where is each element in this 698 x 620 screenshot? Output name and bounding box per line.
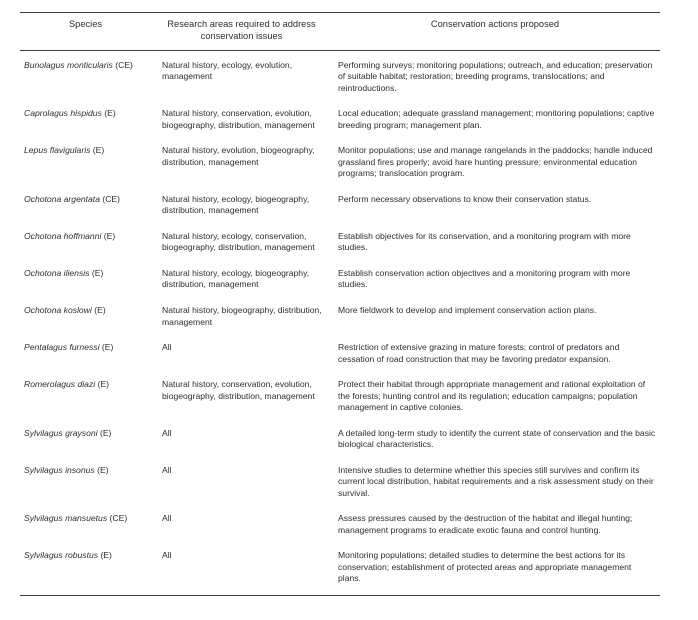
- cell-species: [20, 335, 153, 372]
- cell-conservation-actions: Perform necessary observations to know their conservation status.: [338, 193, 592, 204]
- cell-conservation-actions: Protect their habitat through appropriate management and rational exploitation of the forests; hunting control and its regulation; education campaigns; population management in captive colonies.: [338, 379, 646, 413]
- table-row: [20, 335, 660, 372]
- cell-research-areas: All: [162, 342, 172, 353]
- table-row: [20, 506, 660, 543]
- species-status-badge: (E): [99, 427, 112, 438]
- species-status-badge: (E): [100, 550, 112, 561]
- table-row: [20, 372, 660, 421]
- species-status-badge: (E): [103, 230, 116, 241]
- table-row: [20, 101, 660, 138]
- table-row: [20, 187, 660, 224]
- table-row: [20, 421, 660, 458]
- cell-conservation-actions: A detailed long-term study to identify the current state of conservation and the basic biological characteristics.: [338, 427, 656, 450]
- cell-species: [20, 261, 153, 298]
- cell-species: [20, 138, 153, 187]
- cell-species: [20, 421, 153, 458]
- species-scientific-name: Ochotona argentata: [24, 193, 100, 204]
- cell-species: [20, 506, 153, 543]
- species-scientific-name: Sylvilagus insonus: [24, 464, 95, 475]
- cell-species: [20, 543, 153, 595]
- cell-conservation-actions: Monitoring populations; detailed studies to determine the best actions for its conservation; establishment of protected areas and appropriate management plans.: [330, 543, 660, 595]
- cell-research-areas: All: [162, 513, 172, 524]
- cell-research-areas: Natural history, biogeography, distribution, management: [162, 305, 322, 327]
- cell-species: [20, 458, 153, 507]
- species-scientific-name: Ochotona koslowi: [24, 305, 92, 315]
- species-scientific-name: Ochotona hoffmanni: [24, 230, 102, 241]
- cell-species: [20, 50, 153, 101]
- cell-research-areas: Natural history, evolution, biogeography, distribution, management: [162, 145, 315, 167]
- species-scientific-name: Caprolagus hispidus: [24, 108, 102, 119]
- column-header-research-areas: Research areas required to address conservation issues: [153, 13, 330, 51]
- species-status-badge: (E): [91, 267, 104, 278]
- cell-research-areas: Natural history, conservation, evolution, biogeography, distribution, management: [162, 108, 315, 130]
- table-header: [20, 13, 660, 51]
- cell-conservation-actions: Establish conservation action objectives and a monitoring program with more studies.: [338, 267, 631, 290]
- cell-conservation-actions: Assess pressures caused by the destruction of the habitat and illegal hunting; management programs to eradicate exotic fauna and control hunting.: [338, 513, 633, 535]
- conservation-table-container: [20, 12, 660, 596]
- cell-species: [20, 298, 153, 335]
- species-scientific-name: Lepus flavigularis: [24, 145, 91, 156]
- cell-research-areas: All: [162, 464, 172, 475]
- table-row: [20, 458, 660, 507]
- cell-species: [20, 372, 153, 421]
- table-body: [20, 50, 660, 595]
- species-scientific-name: Pentalagus furnessi: [24, 342, 100, 353]
- species-status-badge: (CE): [102, 193, 121, 204]
- table-row: [20, 224, 660, 261]
- cell-research-areas: Natural history, ecology, conservation, biogeography, distribution, management: [162, 230, 315, 253]
- table-row: [20, 543, 660, 595]
- cell-conservation-actions: Performing surveys; monitoring populations; outreach, and education; preservation of suitable habitat; restoration; breeding programs, translocations; and reintroductions.: [338, 59, 653, 93]
- species-scientific-name: Bunolagus monticularis: [24, 59, 113, 70]
- species-scientific-name: Ochotona iliensis: [24, 267, 90, 278]
- table-row: [20, 261, 660, 298]
- cell-conservation-actions: Restriction of extensive grazing in mature forests; control of predators and cessation of road construction that may be favoring predator expansion.: [338, 342, 620, 364]
- species-scientific-name: Sylvilagus mansuetus: [24, 513, 108, 524]
- table-row: [20, 298, 660, 335]
- cell-research-areas: Natural history, conservation, evolution, biogeography, distribution, management: [162, 379, 315, 401]
- cell-conservation-actions: Monitor populations; use and manage rangelands in the paddocks; handle induced grassland fires properly; avoid hare hunting pressure; environmental education programs; translocation program.: [338, 145, 653, 179]
- column-header-conservation-actions: Conservation actions proposed: [330, 13, 660, 51]
- cell-species: [20, 224, 153, 261]
- species-status-badge: (E): [101, 342, 114, 353]
- cell-conservation-actions: Local education; adequate grassland management; monitoring populations; captive breeding program; management plan.: [338, 108, 655, 130]
- table-header-row: [20, 13, 660, 51]
- cell-species: [20, 187, 153, 224]
- cell-conservation-actions: More fieldwork to develop and implement conservation action plans.: [338, 305, 597, 315]
- species-status-badge: (CE): [115, 59, 133, 70]
- species-status-badge: (E): [97, 379, 110, 390]
- species-status-badge: (CE): [109, 513, 128, 524]
- cell-research-areas: Natural history, ecology, evolution, management: [162, 59, 293, 82]
- cell-research-areas: Natural history, ecology, biogeography, distribution, management: [162, 193, 310, 216]
- species-scientific-name: Romerolagus diazi: [24, 379, 96, 390]
- cell-research-areas: Natural history, ecology, biogeography, distribution, management: [162, 267, 310, 290]
- cell-research-areas: All: [162, 427, 172, 438]
- conservation-table: [20, 12, 660, 596]
- table-row: [20, 50, 660, 101]
- species-scientific-name: Sylvilagus robustus: [24, 550, 99, 561]
- species-status-badge: (E): [97, 464, 109, 475]
- cell-conservation-actions: Establish objectives for its conservation, and a monitoring program with more studies.: [338, 230, 631, 253]
- species-scientific-name: Sylvilagus graysoni: [24, 427, 98, 438]
- species-status-badge: (E): [94, 305, 106, 315]
- species-status-badge: (E): [104, 108, 116, 119]
- column-header-species: Species: [20, 13, 153, 51]
- cell-species: [20, 101, 153, 138]
- cell-research-areas: All: [153, 543, 330, 595]
- cell-conservation-actions: Intensive studies to determine whether this species still survives and confirm its current local distribution, habitat requirements and a risk assessment study on their survival.: [338, 464, 654, 498]
- species-status-badge: (E): [92, 145, 105, 156]
- table-row: [20, 138, 660, 187]
